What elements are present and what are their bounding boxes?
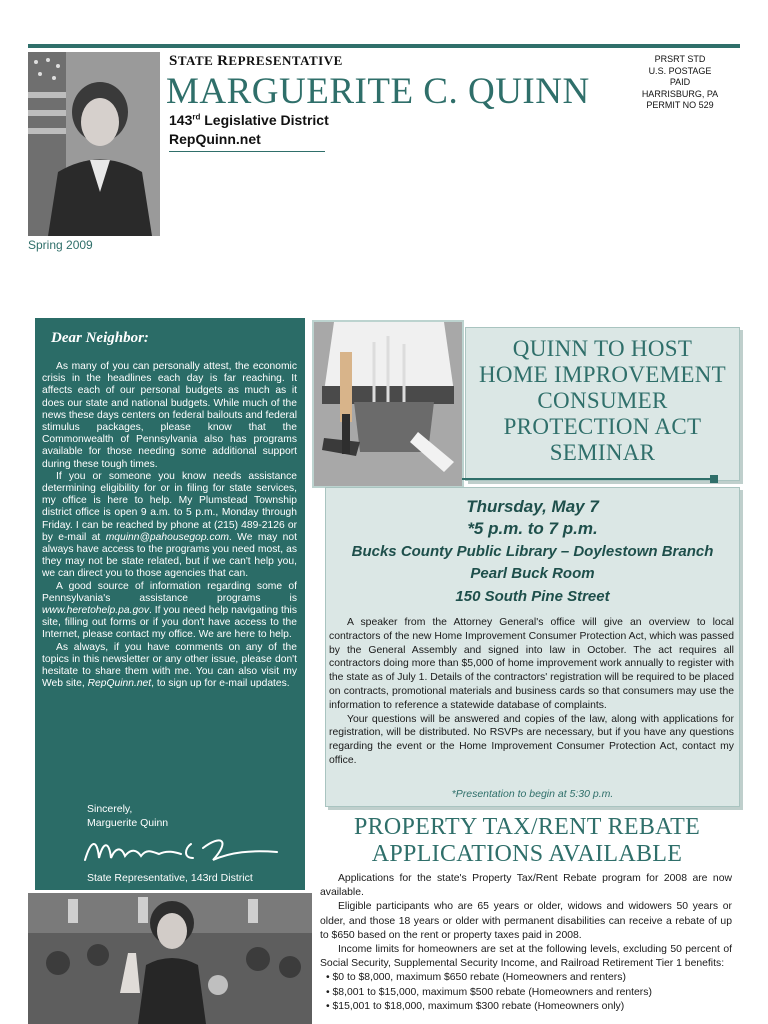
seminar-description — [329, 616, 734, 768]
signer-title: State Representative, 143rd District — [87, 872, 253, 884]
seminar-paragraph: Your questions will be answered and copies of the law, along with applications for registration, will be distributed. No RSVPs are necessary, but if you have any questions regarding the event or the Home Improvement Consumer Protection Act, contact my office. — [329, 713, 734, 766]
list-item: • $15,001 to $18,000, maximum $300 rebate (Homeowners only) — [326, 1000, 625, 1012]
list-item: • $8,001 to $15,000, maximum $500 rebate (Homeowners and renters) — [326, 986, 652, 998]
state-representative-label: STATE REPRESENTATIVE — [169, 53, 343, 69]
issue-season: Spring 2009 — [28, 238, 93, 252]
property-tax-body — [320, 872, 732, 1014]
event-room: Pearl Buck Room — [470, 565, 595, 582]
letter-paragraph: As always, if you have comments on any of the topics in this newsletter or any other issue, please don't hesitate to share them with me. You can also visit my Web site, RepQuinn.net, to sign up for e-mail updates. — [42, 641, 297, 690]
tool-belt-photo — [312, 320, 464, 488]
income-limits-list — [320, 971, 732, 1014]
representative-name: MARGUERITE C. QUINN — [166, 71, 590, 112]
tax-paragraph: Applications for the state's Property Tax/Rent Rebate program for 2008 are now available. — [320, 873, 732, 899]
letter-salutation: Dear Neighbor: — [51, 330, 149, 346]
representative-portrait — [28, 52, 160, 236]
letter-paragraph: If you or someone you know needs assistance determining eligibility for or in filing for state services, my office is here to help. My Plumstead Township district office is open 9 a.m. to 5 p.m., Monday through Friday. I can be reached by phone at (215) 489-2126 or by e-mail at mquinn@pahousegop.com. We may not always have access to the programs you need most, as they may not be state related, but if we can't help you, we can direct you to those agencies that can. — [42, 470, 297, 580]
event-time: *5 p.m. to 7 p.m. — [467, 519, 598, 538]
letter-closing: Sincerely, Marguerite Quinn — [87, 803, 169, 829]
rep-site-link[interactable]: RepQuinn.net — [87, 678, 152, 690]
legislative-district: 143rd Legislative District — [169, 112, 329, 128]
header-rule — [28, 44, 740, 48]
tax-paragraph: Income limits for homeowners are set at the following levels, excluding 50 percent of Social Security, Supplemental Security Income, and Railroad Retirement Tier 1 benefits: — [320, 944, 732, 970]
seminar-heading: QUINN TO HOST HOME IMPROVEMENT CONSUMER PROTECTION ACT SEMINAR — [479, 336, 726, 465]
letter-paragraph: A good source of information regarding some of Pennsylvania's assistance programs is www.heretohelp.pa.gov. If you need help navigating this site, filling out forms or if you don't have access to the Internet, please contact my office. We are here to help. — [42, 580, 297, 641]
seminar-paragraph: A speaker from the Attorney General's office will give an overview to local contractors of the new Home Improvement Consumer Protection Act, which was passed by the General Assembly and signed into law in October. The act requires all contractors doing more than $5,000 of home improvement work annually to register with the state as of July 1. Details of the contractors' registration will be required to be placed on contracts, promotional materials and business cards so that consumers may use the information to reference a statewide database of complaints. — [329, 617, 734, 711]
tax-paragraph: Eligible participants who are 65 years or older, widows and widowers 50 years or older, and those 18 years or older with permanent disabilities can receive a rebate of up to $650 based on the rent or property taxes paid in 2008. — [320, 901, 732, 941]
website-label: RepQuinn.net — [169, 131, 261, 147]
email-link[interactable]: mquinn@pahousegop.com — [105, 531, 229, 543]
seminar-title-box — [465, 327, 740, 481]
event-date: Thursday, May 7 — [466, 497, 599, 516]
list-item: • $0 to $8,000, maximum $650 rebate (Homeowners and renters) — [326, 972, 626, 984]
postage-indicia: PRSRT STD U.S. POSTAGE PAID HARRISBURG, PA PERMIT NO 529 — [641, 54, 719, 110]
house-chamber-photo — [28, 893, 312, 1024]
connector-line — [462, 478, 712, 480]
seminar-details-box — [325, 487, 740, 807]
presentation-note: *Presentation to begin at 5:30 p.m. — [451, 788, 614, 800]
event-location: Bucks County Public Library – Doylestown Branch — [351, 543, 714, 560]
letter-body — [42, 361, 297, 690]
event-address: 150 South Pine Street — [455, 588, 610, 605]
help-site-link[interactable]: www.heretohelp.pa.gov — [42, 605, 150, 617]
letter-paragraph: As many of you can personally attest, the economic crisis in the headlines each day is far reaching. It affects each of our personal budgets as much as it does our state and national budgets. While much of the news these days centers on federal bailouts and federal stimulus packages, please know that the Commonwealth of Pennsylvania also has programs available for those needing some additional support during these tough times. — [42, 361, 297, 470]
dear-neighbor-letter — [35, 318, 305, 890]
property-tax-heading: PROPERTY TAX/RENT REBATE APPLICATIONS AVAILABLE — [353, 814, 701, 867]
signature-icon — [81, 830, 281, 870]
name-rule — [169, 151, 325, 152]
connector-square-icon — [710, 475, 718, 483]
